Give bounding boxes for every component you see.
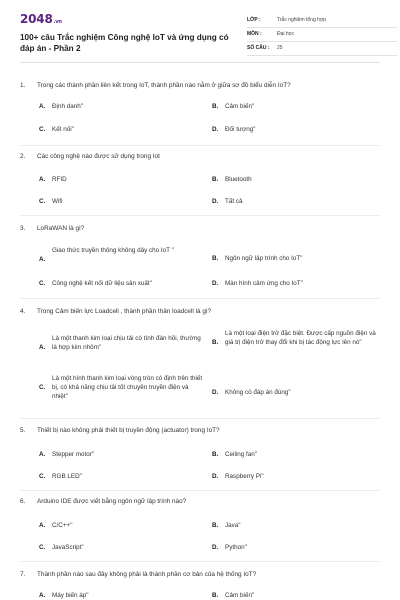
question-divider [20, 490, 380, 491]
meta-table [247, 14, 397, 56]
meta-value: 25 [277, 44, 283, 51]
logo-text: 2048 [20, 12, 53, 26]
question-stem [20, 81, 370, 90]
question-number: 3. [20, 225, 26, 232]
question-text: Thiết bị nào không phải thiết bị truyền động (actuator) trong IoT? [37, 427, 220, 434]
question-stem [20, 570, 370, 579]
meta-label: SỐ CÂU : [247, 45, 270, 51]
question-divider [20, 145, 380, 146]
question-stem [20, 426, 370, 435]
question-stem [20, 224, 370, 233]
meta-row-class [247, 14, 397, 28]
question-text: Trong Cảm biến lực Loadcell , thành phần thân loadcell là gì? [37, 308, 212, 315]
logo-domain: .vn [53, 19, 62, 25]
question-number: 4. [20, 308, 26, 315]
question-divider [20, 561, 380, 562]
question-text: LoRaWAN là gì? [37, 225, 85, 232]
question-stem [20, 152, 370, 161]
question-number: 6. [20, 498, 26, 505]
question-number: 7. [20, 571, 26, 578]
question-divider [20, 298, 380, 299]
question-divider [20, 215, 380, 216]
meta-value: Đại học [277, 30, 294, 37]
header-divider [20, 62, 380, 63]
question-stem [20, 497, 370, 506]
question-text: Thành phần nào sau đây không phải là thành phần cơ bản của hệ thống IoT? [37, 571, 257, 578]
question-stem [20, 307, 370, 316]
page-title: 100+ câu Trắc nghiệm Công nghệ IoT và ứng dụng có đáp án - Phần 2 [20, 33, 229, 53]
question-number: 2. [20, 153, 26, 160]
meta-label: MÔN : [247, 31, 262, 37]
question-number: 5. [20, 427, 26, 434]
meta-value: Trắc nghiệm tổng hợp [277, 16, 326, 23]
question-text: Các công nghệ nào được sử dụng trong Iot [37, 153, 160, 160]
question-number: 1. [20, 82, 26, 89]
site-logo[interactable] [20, 12, 62, 26]
meta-row-subject [247, 28, 397, 42]
document-header [20, 12, 382, 57]
question-divider [20, 418, 380, 419]
meta-row-count [247, 42, 397, 56]
question-text: Trong các thành phần liên kết trong IoT, thành phần nào nằm ở giữa sơ đồ biểu diễn IoT? [37, 82, 291, 89]
question-text: Arduino IDE được viết bằng ngôn ngữ lập trình nào? [37, 498, 187, 505]
meta-label: LỚP : [247, 17, 261, 23]
